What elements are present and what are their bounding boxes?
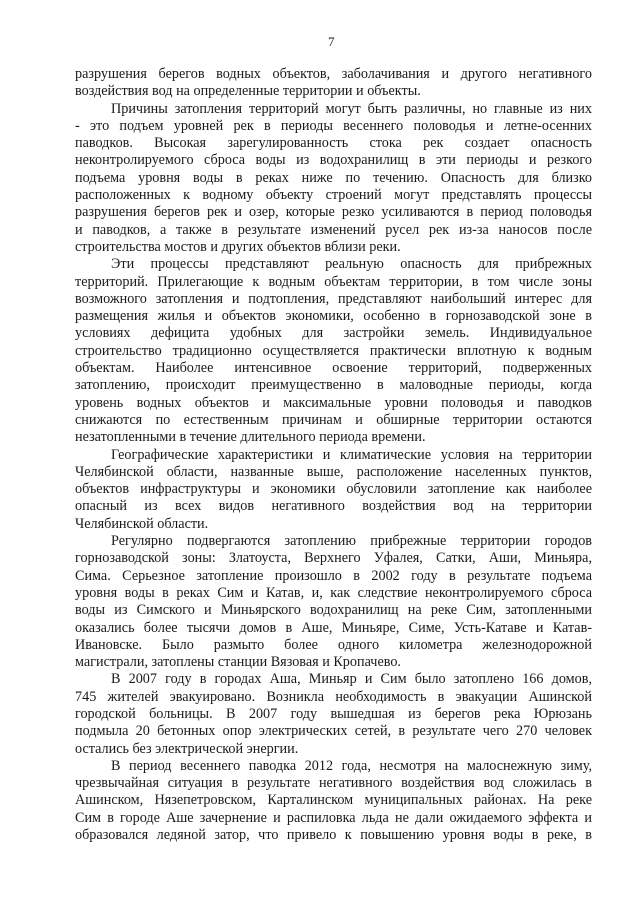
text-line: Сима. Серьезное затопление произошло в 2002 году в результате подъема (75, 567, 592, 584)
text-line: разрушения берегов рек и озер, которые резко усиливаются в период половодья (75, 204, 592, 221)
text-line: остались без электрической энергии. (75, 740, 299, 757)
text-line: образовался ледяной затор, что привело к повышению уровня воды в реке, в (75, 827, 592, 844)
text-line: В период весеннего паводка 2012 года, несмотря на малоснежную зиму, (111, 757, 592, 774)
paragraph (75, 758, 592, 844)
text-line: Причины затопления территорий могут быть различны, но главные из них (111, 100, 592, 117)
text-line: Челябинской области. (75, 515, 209, 532)
text-line: опасный из всех видов негативного воздействия вод на территории (75, 498, 592, 515)
text-line: возможного затопления и подтопления, представляют наибольший интерес для (75, 290, 592, 307)
text-line: Географические характеристики и климатические условия на территории (111, 446, 592, 463)
text-line: подъема уровня воды в реках ниже по течению. Опасность для близко (75, 169, 592, 186)
text-line: Регулярно подвергаются затоплению прибрежные территории городов (111, 533, 592, 550)
text-line: 745 жителей эвакуировано. Возникла необходимость в эвакуации Ашинской (75, 688, 592, 705)
text-line: строительство традиционно осуществляется практически вплотную к водным (75, 342, 592, 359)
text-line: незатопленными в течение длительного периода времени. (75, 429, 426, 446)
paragraph (75, 101, 592, 257)
text-line: разрушения берегов водных объектов, заболачивания и другого негативного (75, 66, 592, 82)
text-line: Сим в городе Аше зачернение и распиловка льда не дали ожидаемого эффекта и (75, 809, 592, 826)
text-line: В 2007 году в городах Аша, Миньяр и Сим было затоплено 166 домов, (111, 671, 592, 688)
text-line: городской больницы. В 2007 году вышедшая из берегов река Юрюзань (75, 705, 592, 722)
text-line: воздействия вод на определенные территории и объекты. (75, 83, 421, 100)
paragraph (75, 256, 592, 446)
paragraph (75, 66, 592, 101)
text-line: расположенных к водному объекту строений могут представлять процессы (75, 187, 592, 204)
text-line: чрезвычайная ситуация в результате негативного воздействия вод сложилась в (75, 775, 592, 792)
text-line: горнозаводской зоны: Златоуста, Верхнего Уфалея, Сатки, Аши, Миньяра, (75, 550, 592, 567)
text-line: Ашинском, Нязепетровском, Карталинском муниципальных районах. На реке (75, 792, 592, 809)
paragraph (75, 447, 592, 533)
text-line: и паводков, а также в результате изменений русел рек из-за наносов после (75, 221, 592, 238)
paragraph (75, 533, 592, 671)
text-line: условиях дефицита удобных для застройки земель. Индивидуальное (75, 325, 592, 342)
text-line: территорий. Прилегающие к водным объектам территории, в том числе зоны (75, 273, 592, 290)
text-line: воды из Симского и Миньярского водохранилищ на реке Сим, затопленными (75, 602, 592, 619)
text-line: размещения жилья и объектов экономики, особенно в горнозаводской зоне в (75, 308, 592, 325)
text-line: неконтролируемого сброса воды из водохранилищ в эти периоды и резкого (75, 152, 592, 169)
text-line: подмыла 20 бетонных опор электрических сетей, в результате чего 270 человек (75, 723, 592, 740)
text-line: Ивановске. Было размыто более одного километра железнодорожной (75, 636, 592, 653)
page-number: 7 (328, 34, 335, 49)
text-line: Челябинской области, названные выше, расположение населенных пунктов, (75, 463, 592, 480)
document-body (75, 66, 592, 844)
text-line: уровень водных объектов и максимальные уровни половодья и паводков (75, 394, 592, 411)
text-line: паводков. Высокая зарегулированность стока рек создает опасность (75, 135, 592, 152)
text-line: магистрали, затоплены станции Вязовая и Кропачево. (75, 654, 401, 671)
text-line: уровня воды в реках Сим и Катав, и, как следствие неконтролируемого сброса (75, 584, 592, 601)
text-line: объектам. Наиболее интенсивное освоение территорий, подверженных (75, 360, 592, 377)
text-line: строительства мостов и других объектов вблизи реки. (75, 238, 401, 255)
text-line: объектов инфраструктуры и экономики обусловили затопление как наиболее (75, 481, 592, 498)
text-line: оказались более тысячи домов в Аше, Миньяре, Симе, Усть-Катаве и Катав- (75, 619, 592, 636)
text-line: Эти процессы представляют реальную опасность для прибрежных (111, 256, 592, 273)
text-line: - это подъем уровней рек в периоды весеннего половодья и летне-осенних (75, 117, 592, 134)
text-line: снижаются по естественным причинам и обширные территории остаются (75, 411, 592, 428)
text-line: затоплению, происходит преимущественно в маловодные периоды, когда (75, 377, 592, 394)
paragraph (75, 671, 592, 757)
